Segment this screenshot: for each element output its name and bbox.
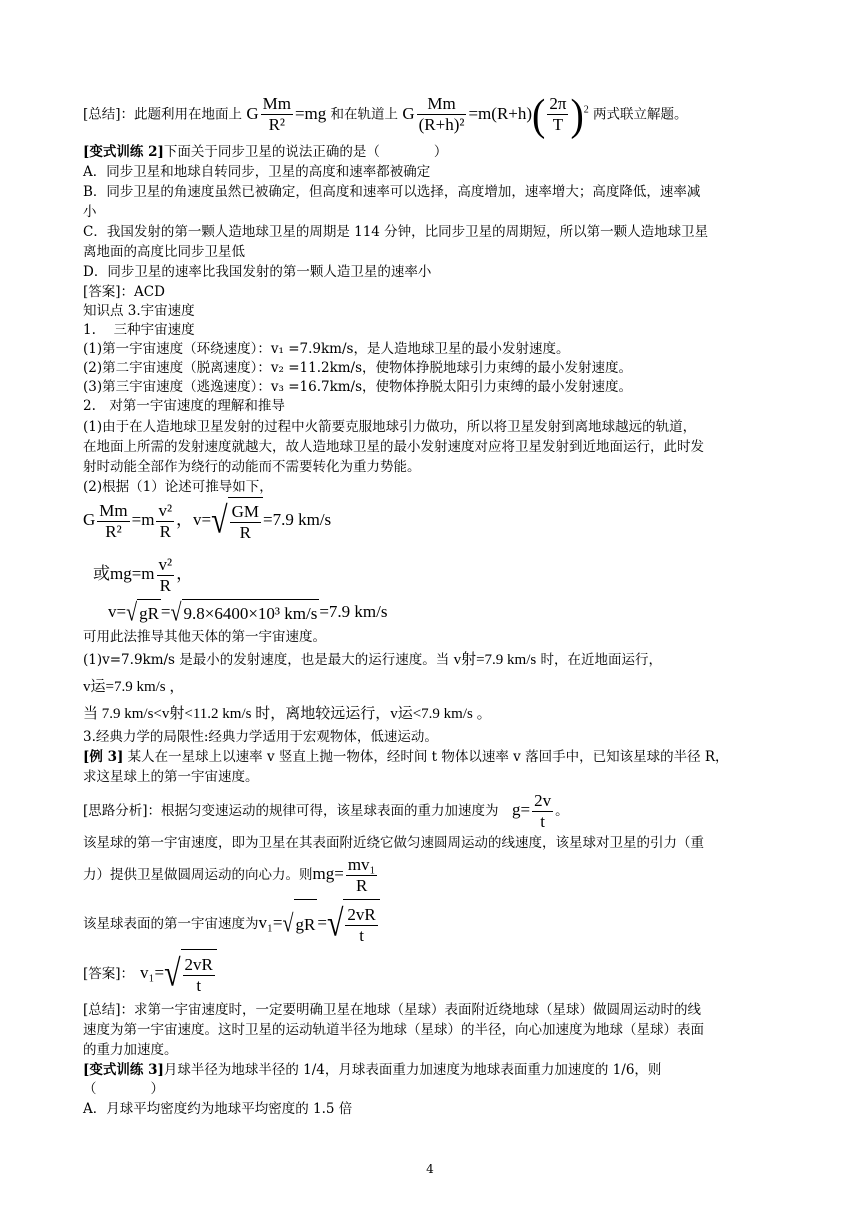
kp3-para-2: (2)根据（1）论述可推导如下， <box>83 479 273 495</box>
kp3-para-3: (1)v=7.9km/s 是最小的发射速度，也是最大的运行速度。当 v射=7.9 km/s 时，在近地面运行， <box>83 652 663 668</box>
exercise-3-option-a: A．月球平均密度约为地球平均密度的 1.5 倍 <box>83 1101 353 1117</box>
equation-first-velocity: G $\frac{Mm}{\text{R²}}$ =m $\frac{\text{v²}}{R}$ ，v=√ $\frac{GM}{R}$ =7.9 km/s <box>83 496 331 546</box>
summary-1-label: [总结] <box>83 106 121 123</box>
example-3-answer: [答案]： v₁=√ $\frac{2vR}{t}$ <box>83 948 217 1000</box>
exercise-3-blank: （ ） <box>83 1081 164 1097</box>
example-3-question: [例 3] 某人在一星球上以速率 v 竖直上抛一物体，经时间 t 物体以速率 v 落回手中，已知该星球的半径 R， <box>83 749 729 765</box>
kp3-v-run: v运=7.9 km/s ， <box>83 679 185 695</box>
exercise-2-option-b-cont: 小 <box>83 204 97 220</box>
example-3-analysis-3: 力）提供卫星做圆周运动的向心力。则mg= $\frac{\text{mv₁}}{R}$ <box>83 854 376 895</box>
summary-1-text-b: 和在轨道上 <box>330 106 399 123</box>
summary-2-line-3: 的重力加速度。 <box>83 1042 178 1058</box>
exercise-2-question: [变式训练 2]下面关于同步卫星的说法正确的是（ ） <box>83 144 448 160</box>
kp3-third-velocity: (3)第三宇宙速度（逃逸速度）：v₃ =16.7km/s，使物体挣脱太阳引力束缚的最小发射速度。 <box>83 379 633 395</box>
exercise-2-option-c-cont: 离地面的高度比同步卫星低 <box>83 244 245 260</box>
kp3-heading-2: 2. 对第一宇宙速度的理解和推导 <box>83 398 285 414</box>
kp3-title: 知识点 3.宇宙速度 <box>83 303 195 319</box>
exercise-2-answer: [答案]：ACD <box>83 284 165 300</box>
formula-gravity-orbit: G $\frac{Mm}{\text{(R+h)²}}$ =m(R+h)( $\frac{2\pi}{T}$ )$^2$ <box>402 89 589 139</box>
example-3-analysis-2: 该星球的第一宇宙速度，即为卫星在其表面附近绕它做匀速圆周运动的线速度，该星球对卫星的引力（重 <box>83 835 704 851</box>
example-3-analysis-4: 该星球表面的第一宇宙速度为v₁=√ gR =√ $\frac{2vR}{t}$ <box>83 898 380 950</box>
exercise-2-option-b: B．同步卫星的角速度虽然已被确定，但高度和速率可以选择，高度增加，速率增大；高度降低，速率减 <box>83 184 701 200</box>
exercise-2-option-a: A．同步卫星和地球自转同步，卫星的高度和速率都被确定 <box>83 164 431 180</box>
summary-2-line-2: 速度为第一宇宙速度。这时卫星的运动轨道半径为地球（星球）的半径，向心加速度为地球（星球）表面 <box>83 1022 704 1038</box>
kp3-second-velocity: (2)第二宇宙速度（脱离速度）：v₂ =11.2km/s，使物体挣脱地球引力束缚的最小发射速度。 <box>83 360 633 376</box>
exercise-2-option-d: D．同步卫星的速率比我国发射的第一颗人造卫星的速率小 <box>83 264 432 280</box>
summary-1-line <box>83 88 688 137</box>
exercise-3-question: [变式训练 3]月球半径为地球半径的 1/4，月球表面重力加速度为地球表面重力加速度的 1/6，则 <box>83 1062 662 1078</box>
summary-1-text-c: 两式联立解题。 <box>593 106 688 123</box>
kp3-heading-1: 1. 三种宇宙速度 <box>83 322 195 338</box>
formula-gravity-surface: G $\frac{Mm}{\text{R²}}$ =mg <box>246 94 327 135</box>
kp3-para-4: 3.经典力学的局限性:经典力学适用于宏观物体，低速运动。 <box>83 729 438 745</box>
summary-1-text: ：此题利用在地面上 <box>120 106 243 123</box>
summary-2-line-1: [总结]：求第一宇宙速度时，一定要明确卫星在地球（星球）表面附近绕地球（星球）做圆周运动时的线 <box>83 1002 702 1018</box>
kp3-para-1-cont: 在地面上所需的发射速度就越大，故人造地球卫星的最小发射速度对应将卫星发射到近地面运行，此时发 <box>83 439 704 455</box>
example-3-question-cont: 求这星球上的第一宇宙速度。 <box>83 769 259 785</box>
kp3-first-velocity: (1)第一宇宙速度（环绕速度）：v₁ =7.9km/s，是人造地球卫星的最小发射速度。 <box>83 341 570 357</box>
kp3-note: 可用此法推导其他天体的第一宇宙速度。 <box>83 629 326 645</box>
example-3-analysis: [思路分析]：根据匀变速运动的规律可得，该星球表面的重力加速度为 g= $\frac{2v}{t}$ 。 <box>83 790 569 831</box>
page-number: 4 <box>426 1162 434 1176</box>
kp3-para-1-end: 射时动能全部作为绕行的动能而不需要转化为重力势能。 <box>83 459 421 475</box>
kp3-para-3-range: 当 7.9 km/s<v射<11.2 km/s 时，离地较远运行，v运<7.9 km/s 。 <box>83 706 492 722</box>
equation-mg: 或mg=m $\frac{\text{v²}}{R}$ ， <box>93 554 194 595</box>
kp3-para-1: (1)由于在人造地球卫星发射的过程中火箭要克服地球引力做功，所以将卫星发射到离地球越远的轨道， <box>83 419 697 435</box>
exercise-2-option-c: C．我国发射的第一颗人造地球卫星的周期是 114 分钟，比同步卫星的周期短，所以第一颗人造地球卫星 <box>83 224 709 240</box>
equation-numeric: v=√ gR =√ 9.8×6400×10³ km/s =7.9 km/s <box>108 599 388 628</box>
